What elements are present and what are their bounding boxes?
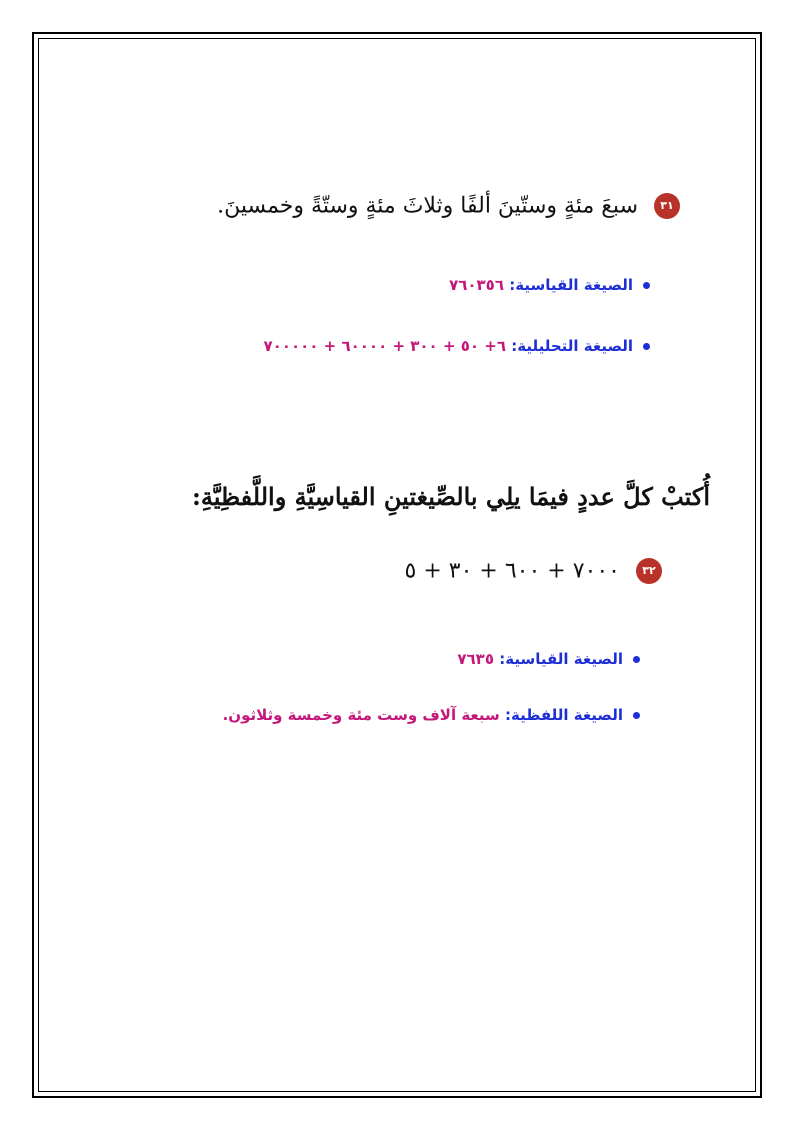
- bullet-icon: [643, 343, 650, 350]
- instruction-heading: أُكتبْ كلَّ عددٍ فيمَا يلِي بالصِّيغتينِ القياسِيَّةِ واللَّفظِيَّةِ:: [191, 482, 710, 511]
- bullet-icon: [633, 656, 640, 663]
- question-32-text: ٧٠٠٠ + ٦٠٠ + ٣٠ + ٥: [404, 558, 620, 584]
- bullet-icon: [643, 282, 650, 289]
- q32-word-form: [223, 706, 640, 724]
- bullet-icon: [633, 712, 640, 719]
- q31-standard-label: الصيغة القياسية:: [509, 276, 633, 294]
- question-32: [405, 558, 662, 584]
- q31-expanded-form: [264, 337, 651, 355]
- question-31-text: سبعَ مئةٍ وستّينَ ألفًا وثلاثَ مئةٍ وستّةً وخمسينَ.: [217, 193, 638, 219]
- q31-expanded-label: الصيغة التحليلية:: [511, 337, 633, 355]
- q32-word-label: الصيغة اللفظية:: [505, 706, 623, 724]
- q32-word-value: سبعة آلاف وست مئة وخمسة وثلاثون.: [222, 706, 500, 724]
- q31-standard-value: ٧٦٠٣٥٦: [449, 276, 504, 294]
- question-32-number-badge: ٣٢: [636, 558, 662, 584]
- question-31-number-badge: ٣١: [654, 193, 680, 219]
- q32-standard-value: ٧٦٣٥: [457, 650, 494, 668]
- q32-standard-label: الصيغة القياسية:: [499, 650, 623, 668]
- q31-standard-form: [449, 276, 650, 294]
- q31-expanded-value: ٦+ ٥٠ + ٣٠٠ + ٦٠٠٠٠ + ٧٠٠٠٠٠: [263, 337, 506, 355]
- question-31: [217, 193, 680, 219]
- q32-standard-form: [457, 650, 640, 668]
